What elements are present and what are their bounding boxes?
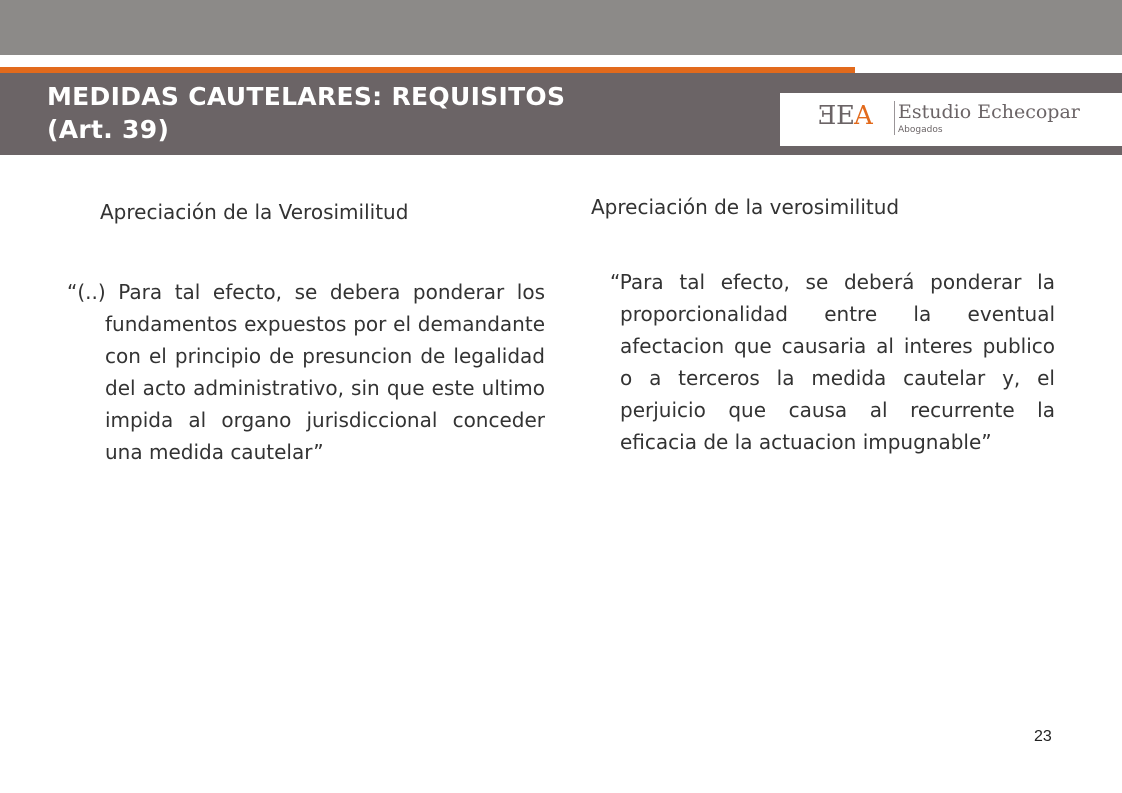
logo-mark-letters: ƎE <box>818 101 854 131</box>
slide-title-line2: (Art. 39) <box>47 115 170 144</box>
right-column-heading: Apreciación de la verosimilitud <box>591 195 900 219</box>
header-gap <box>0 55 1122 67</box>
logo-mark <box>818 101 872 131</box>
right-column-quote: “Para tal efecto, se deberá ponderar la proporcionalidad entre la eventual afectacion que causaria al interes publico o a terceros la medida cautelar y, el perjuicio que causa al recurrente la eficacia de la actuacion impugnable” <box>610 270 1055 454</box>
logo-subtitle: Abogados <box>898 125 943 135</box>
header-bar <box>0 0 1122 55</box>
slide-title-line1: MEDIDAS CAUTELARES: REQUISITOS <box>47 82 566 111</box>
left-column-quote: “(..) Para tal efecto, se debera ponderar los fundamentos expuestos por el demandante con el principio de presuncion de legalidad del acto administrativo, sin que este ultimo impida al organo jurisdiccional conceder una medida cautelar” <box>67 280 545 464</box>
logo-separator <box>894 101 895 135</box>
slide-title <box>47 80 747 146</box>
firm-logo <box>780 93 1122 146</box>
page-number: 23 <box>1034 728 1052 745</box>
left-column-heading: Apreciación de la Verosimilitud <box>100 200 409 224</box>
logo-mark-accent: A <box>853 101 872 131</box>
logo-name: Estudio Echecopar <box>898 101 1080 123</box>
